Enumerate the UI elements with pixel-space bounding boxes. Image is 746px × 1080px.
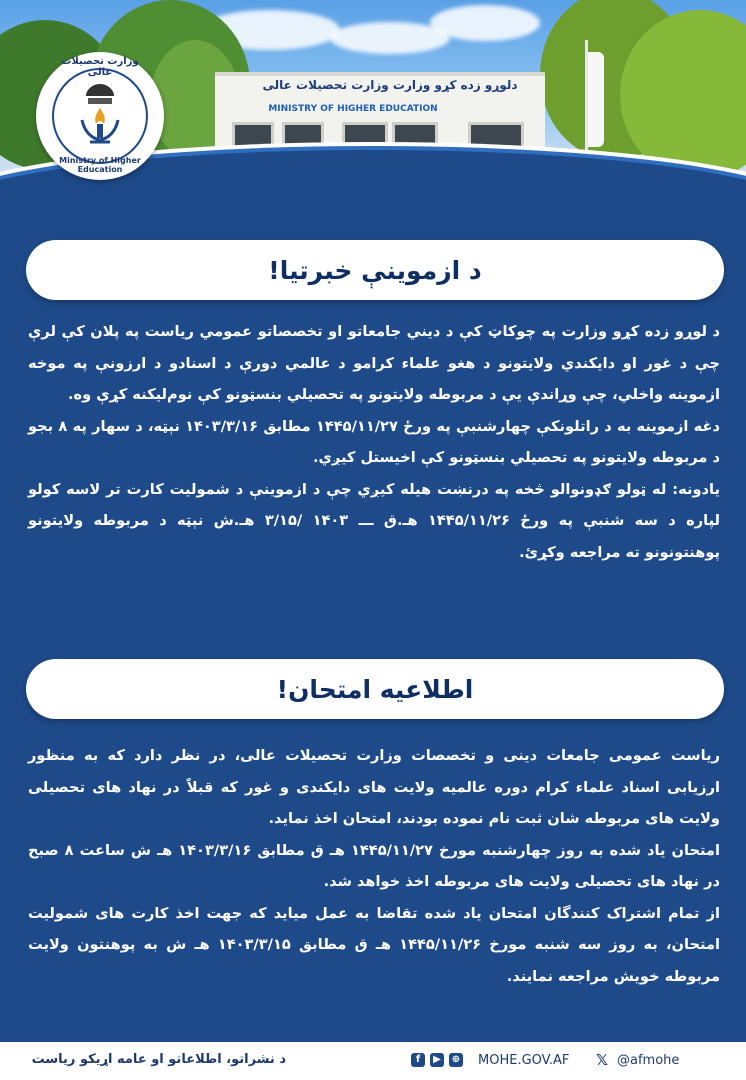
ministry-emblem-icon: [76, 80, 124, 146]
dari-paragraph: ریاست عمومی جامعات دینی و تخصصات وزارت تحصیلات عالی، در نظر دارد که به منظور ارزیابی اسناد علماء کرام دوره عالمیه ولایت های دایکندی و غور که قبلاً در نهاد های تحصیلی ولایت های مربوطه شان ثبت نام نموده بودند، امتحان اخذ نماید.: [28, 747, 720, 827]
pashto-paragraph: دغه ازموينه به د راتلونکې چهارشنبې په ورځ ۱۴۴۵/۱۱/۲۷ مطابق ۱۴۰۳/۳/۱۶ نېټه، د سهار په ۸ بجو د مربوطه ولايتونو په تحصيلي بنسټونو کې اخيستل کيږي.: [28, 417, 720, 466]
dari-title: اطلاعیه امتحان!: [26, 659, 724, 719]
dari-paragraph: امتحان یاد شده به روز چهارشنبه مورخ ۱۴۴۵/۱۱/۲۷ هـ ق مطابق ۱۴۰۳/۳/۱۶ هـ ش ساعت ۸ صبح در نهاد های تحصیلی ولایت های مربوطه اخذ خواهد شد.: [28, 841, 720, 890]
pashto-paragraph: يادونه: له ټولو ګډونوالو څخه په درنښت هيله کيږي چې د ازموينې د شموليت کارت تر لاسه کولو لپاره د سه شنبې په ورځ ۱۴۴۵/۱۱/۲۶ هـ.ق ـــ ۱۴۰۳ /۳/۱۵ هـ.ش نېټه د مربوطه ولايتونو پوهنتونونو ته مراجعه وکړئ.: [28, 480, 721, 561]
building-sign-english: MINISTRY OF HIGHER EDUCATION: [268, 104, 438, 114]
website-link[interactable]: MOHE.GOV.AF: [478, 1053, 570, 1068]
cloud: [430, 5, 540, 41]
youtube-icon[interactable]: ▶: [430, 1053, 444, 1067]
x-handle[interactable]: @afmohe: [617, 1053, 680, 1068]
dari-body: [28, 740, 720, 992]
pashto-body: [28, 316, 720, 568]
dari-paragraph: از تمام اشتراک کنندگان امتحان یاد شده تقاضا به عمل میاید که جهت اخذ کارت های شمولیت امتحان، به روز سه شنبه مورخ ۱۴۴۵/۱۱/۲۶ هـ ق مطابق ۱۴۰۳/۳/۱۵ هـ ش به پوهنتون ولایت مربوطه خویش مراجعه نمایند.: [28, 904, 720, 985]
footer-department: د نشراتو، اطلاعاتو او عامه اړيکو رياست: [31, 1052, 286, 1067]
x-icon[interactable]: 𝕏: [596, 1051, 609, 1069]
web-icon[interactable]: ⊕: [449, 1053, 463, 1067]
ministry-logo: [36, 52, 164, 180]
footer: [0, 1042, 746, 1080]
social-icons: [411, 1053, 463, 1067]
flag: [588, 52, 604, 147]
facebook-icon[interactable]: f: [411, 1053, 425, 1067]
pashto-paragraph: د لوړو زده کړو وزارت په چوکاټ کې د ديني جامعاتو او تخصصاتو عمومي رياست په پلان کې لرې چې د غور او دايکندي ولايتونو د هغو علماء کرامو د عالمي دورې د اسنادو د ارزونې په موخه ازموينه واخلي، چې وړاندې يې د مربوطه ولايتونو په تحصيلي بنسټونو کې نوم‌ليکنه کړې وه.: [28, 323, 720, 403]
logo-text-top: وزارت تحصیلات عالی: [61, 56, 139, 78]
pashto-title: د ازموينې خبرتيا!: [26, 240, 724, 300]
building-sign: دلوړو زده کړو وزارت وزارت تحصیلات عالی: [262, 78, 518, 92]
logo-text-bottom: Ministry of Higher Education: [59, 156, 141, 174]
